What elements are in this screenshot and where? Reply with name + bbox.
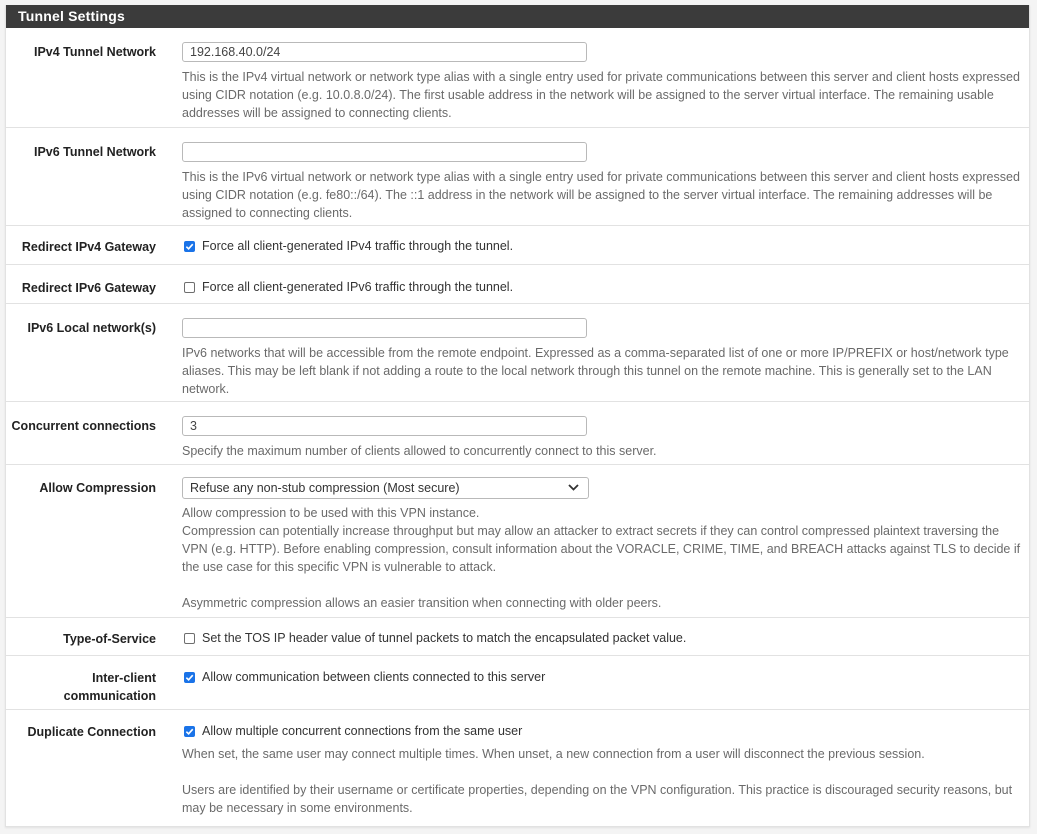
redirect-ipv6-checkbox[interactable] <box>184 282 195 293</box>
ipv4-tunnel-network-input[interactable] <box>182 42 587 62</box>
duplicate-connection-row <box>6 710 1029 826</box>
compression-help-1: Allow compression to be used with this VPN instance. <box>182 506 480 520</box>
inter-client-communication-label: Inter-client communication <box>63 671 156 703</box>
concurrent-connections-input[interactable] <box>182 416 587 436</box>
tos-checkbox[interactable] <box>184 633 195 644</box>
tunnel-settings-panel <box>5 5 1030 827</box>
duplicate-connection-text: Allow multiple concurrent connections from the same user <box>202 724 523 738</box>
ipv4-tunnel-network-row <box>6 28 1029 128</box>
inter-client-text: Allow communication between clients connected to this server <box>202 670 546 684</box>
checkmark-icon <box>185 242 194 251</box>
redirect-ipv4-gateway-label: Redirect IPv4 Gateway <box>21 240 156 254</box>
redirect-ipv6-text: Force all client-generated IPv6 traffic through the tunnel. <box>202 280 514 294</box>
section-title: Tunnel Settings <box>6 5 1029 28</box>
ipv6-local-networks-label: IPv6 Local network(s) <box>27 321 156 335</box>
compression-select[interactable] <box>182 477 589 499</box>
concurrent-connections-row <box>6 402 1029 465</box>
duplicate-connection-label: Duplicate Connection <box>27 725 156 739</box>
allow-compression-label: Allow Compression <box>39 481 156 495</box>
type-of-service-label: Type-of-Service <box>63 632 156 646</box>
inter-client-communication-row <box>6 656 1029 710</box>
duplicate-connection-help-2: Users are identified by their username or certificate properties, depending on the VPN configuration. This practice is discouraged security reasons, but may be necessary in some environments. <box>182 783 1013 815</box>
redirect-ipv4-checkbox[interactable] <box>184 241 195 252</box>
ipv6-local-networks-help: IPv6 networks that will be accessible from the remote endpoint. Expressed as a comma-separated list of one or more IP/PREFIX or host/network type aliases. This may be left blank if not adding a route to the local network through this tunnel on the remote machine. This is generally set to the LAN network. <box>182 346 1009 396</box>
ipv6-tunnel-network-row <box>6 128 1029 226</box>
concurrent-connections-label: Concurrent connections <box>11 419 156 433</box>
redirect-ipv6-gateway-row <box>6 265 1029 304</box>
allow-compression-row <box>6 465 1029 618</box>
ipv6-tunnel-network-help: This is the IPv6 virtual network or network type alias with a single entry used for private communications between this server and client hosts expressed using CIDR notation (e.g. fe80::/64). The ::1 address in the network will be assigned to the server virtual interface. The remaining addresses will be assigned to connecting clients. <box>182 170 1020 220</box>
checkmark-icon <box>185 673 194 682</box>
checkmark-icon <box>185 727 194 736</box>
inter-client-checkbox[interactable] <box>184 672 195 683</box>
concurrent-connections-help: Specify the maximum number of clients allowed to concurrently connect to this server. <box>182 444 657 458</box>
duplicate-connection-help-1: When set, the same user may connect multiple times. When unset, a new connection from a user will disconnect the previous session. <box>182 747 925 761</box>
type-of-service-row <box>6 618 1029 656</box>
redirect-ipv4-gateway-row <box>6 226 1029 265</box>
redirect-ipv4-text: Force all client-generated IPv4 traffic through the tunnel. <box>202 239 514 253</box>
chevron-down-icon <box>568 482 579 494</box>
ipv4-tunnel-network-help: This is the IPv4 virtual network or network type alias with a single entry used for private communications between this server and client hosts expressed using CIDR notation (e.g. 10.0.8.0/24). The first usable address in the network will be assigned to the server virtual interface. The remaining usable addresses will be assigned to connecting clients. <box>182 70 1020 120</box>
compression-help-2: Compression can potentially increase throughput but may allow an attacker to extract secrets if they can control compressed plaintext traversing the VPN (e.g. HTTP). Before enabling compression, consult information about the VORACLE, CRIME, TIME, and BREACH attacks against TLS to decide if the use case for this specific VPN is vulnerable to attack. <box>182 524 1021 574</box>
ipv6-local-networks-row <box>6 304 1029 402</box>
tos-text: Set the TOS IP header value of tunnel packets to match the encapsulated packet value. <box>202 631 687 645</box>
ipv6-tunnel-network-input[interactable] <box>182 142 587 162</box>
compression-selected-value: Refuse any non-stub compression (Most secure) <box>190 481 460 495</box>
compression-help-3: Asymmetric compression allows an easier transition when connecting with older peers. <box>182 596 662 610</box>
duplicate-connection-checkbox[interactable] <box>184 726 195 737</box>
ipv6-tunnel-network-label: IPv6 Tunnel Network <box>33 145 156 159</box>
ipv6-local-networks-input[interactable] <box>182 318 587 338</box>
redirect-ipv6-gateway-label: Redirect IPv6 Gateway <box>21 281 156 295</box>
ipv4-tunnel-network-label: IPv4 Tunnel Network <box>33 45 156 59</box>
